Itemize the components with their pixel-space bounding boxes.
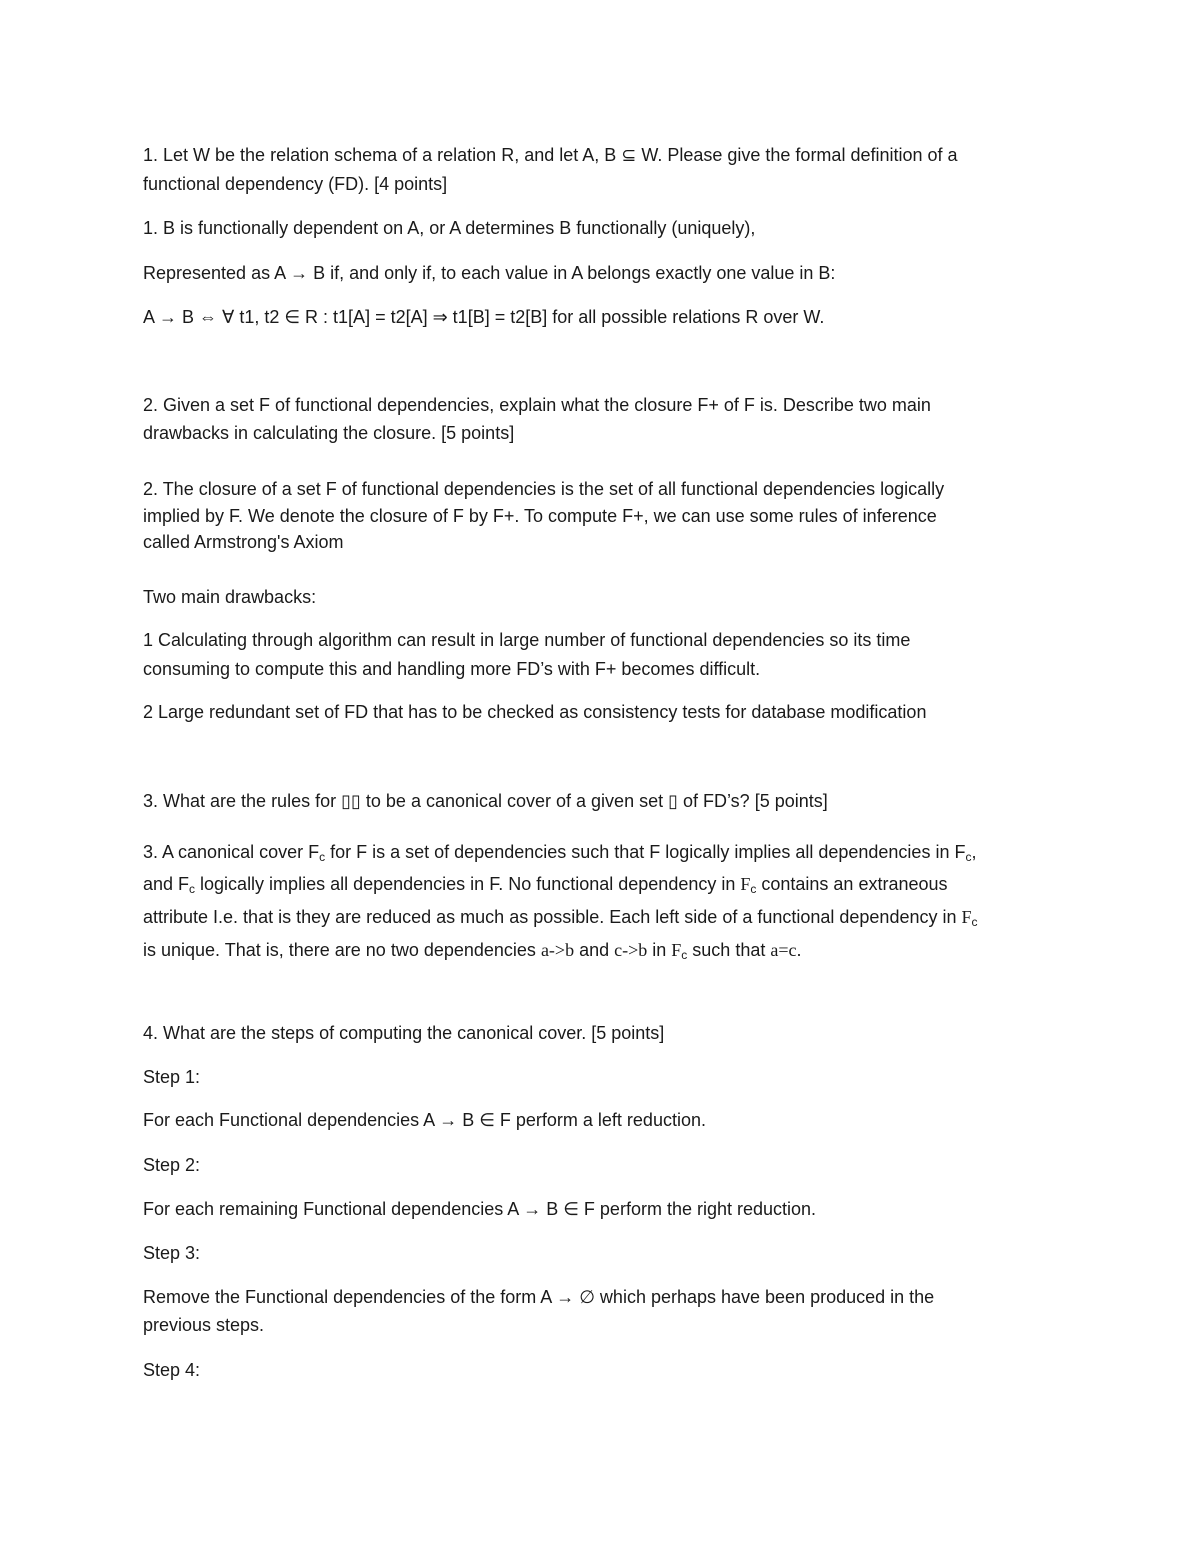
q4-question: 4. What are the steps of computing the canonical cover. [5 points] [143,1023,665,1043]
q2-question-line-1: 2. Given a set F of functional dependencies, explain what the closure F+ of F is. Describe two main [143,395,931,415]
q3-answer-text: is unique. That is, there are no two dependencies [143,940,541,960]
q3-answer-line-2 [143,871,1073,902]
q1-question-line-1: 1. Let W be the relation schema of a relation R, and let A, B ⊆ W. Please give the formal definition of a [143,145,958,165]
dependency-c-b: c->b [614,940,648,960]
q4-step-3-label: Step 3: [143,1243,201,1263]
q4-step-2-text: For each remaining Functional dependencies A → B ∈ F perform the right reduction. [143,1199,817,1219]
q3-answer-text: attribute I.e. that is they are reduced as much as possible. Each left side of a functional dependency in [143,907,962,927]
subscript-c: c [965,850,972,864]
equality-a-c: a=c [770,940,797,960]
fc-symbol: F [671,940,682,960]
q3-question-text-c: of FD’s? [5 points] [678,791,828,811]
q2-drawbacks-heading: Two main drawbacks: [143,587,317,607]
q2-drawback-2: 2 Large redundant set of FD that has to be checked as consistency tests for database modification [143,702,927,722]
q3-answer-text: in [647,940,672,960]
subscript-c: c [189,882,196,896]
q3-answer-line-4 [143,937,1073,968]
q1-answer-line-1: 1. B is functionally dependent on A, or A determines B functionally (uniquely), [143,218,756,238]
q2-answer-line-3: called Armstrong's Axiom [143,532,344,552]
q3-answer-text: and F [143,874,190,894]
q3-answer-line-3 [143,904,1073,935]
q4-step-2-label: Step 2: [143,1155,201,1175]
subscript-c: c [681,948,688,962]
q1-answer-line-3: A → B ⇔ ∀ t1, t2 ∈ R : t1[A] = t2[A] ⇒ t1[B] = t2[B] for all possible relations R over W. [143,307,825,327]
q4-step-4-label: Step 4: [143,1360,201,1380]
subscript-c: c [750,882,757,896]
subscript-c: c [319,850,326,864]
q3-missing-glyph-2: ▯ [668,791,678,811]
subscript-c: c [971,915,978,929]
q3-answer-text: . [796,940,802,960]
q2-drawback-1-line-1: 1 Calculating through algorithm can result in large number of functional dependencies so its time [143,630,911,650]
q3-missing-glyph-1: ▯▯ [341,791,361,811]
q3-answer-text: such that [687,940,771,960]
q3-answer-text: and [574,940,615,960]
q2-answer-line-1: 2. The closure of a set F of functional dependencies is the set of all functional dependencies logically [143,479,945,499]
q3-answer-text: 3. A canonical cover F [143,842,320,862]
q2-answer-line-2: implied by F. We denote the closure of F by F+. To compute F+, we can use some rules of inference [143,506,937,526]
q3-answer-line-1 [143,839,1073,870]
q2-question-line-2: drawbacks in calculating the closure. [5 points] [143,423,515,443]
q4-step-1-text: For each Functional dependencies A → B ∈ F perform a left reduction. [143,1110,706,1130]
q4-step-3-text-line-1: Remove the Functional dependencies of the form A → ∅ which perhaps have been produced in the [143,1287,935,1307]
fc-symbol: F [740,874,751,894]
q3-answer-text: for F is a set of dependencies such that F logically implies all dependencies in F [325,842,966,862]
q3-question-text-b: to be a canonical cover of a given set [360,791,669,811]
q3-answer-text: , [971,842,977,862]
dependency-a-b: a->b [540,940,575,960]
q2-drawback-1-line-2: consuming to compute this and handling more FD’s with F+ becomes difficult. [143,659,761,679]
q3-answer-text: logically implies all dependencies in F. No functional dependency in [195,874,741,894]
q3-answer-text: contains an extraneous [756,874,948,894]
q1-question-line-2: functional dependency (FD). [4 points] [143,174,448,194]
q1-answer-line-2: Represented as A → B if, and only if, to each value in A belongs exactly one value in B: [143,263,836,283]
q3-question-text-a: 3. What are the rules for [143,791,342,811]
fc-symbol: F [961,907,972,927]
q3-question [143,788,1073,814]
q4-step-3-text-line-2: previous steps. [143,1315,265,1335]
q4-step-1-label: Step 1: [143,1067,201,1087]
